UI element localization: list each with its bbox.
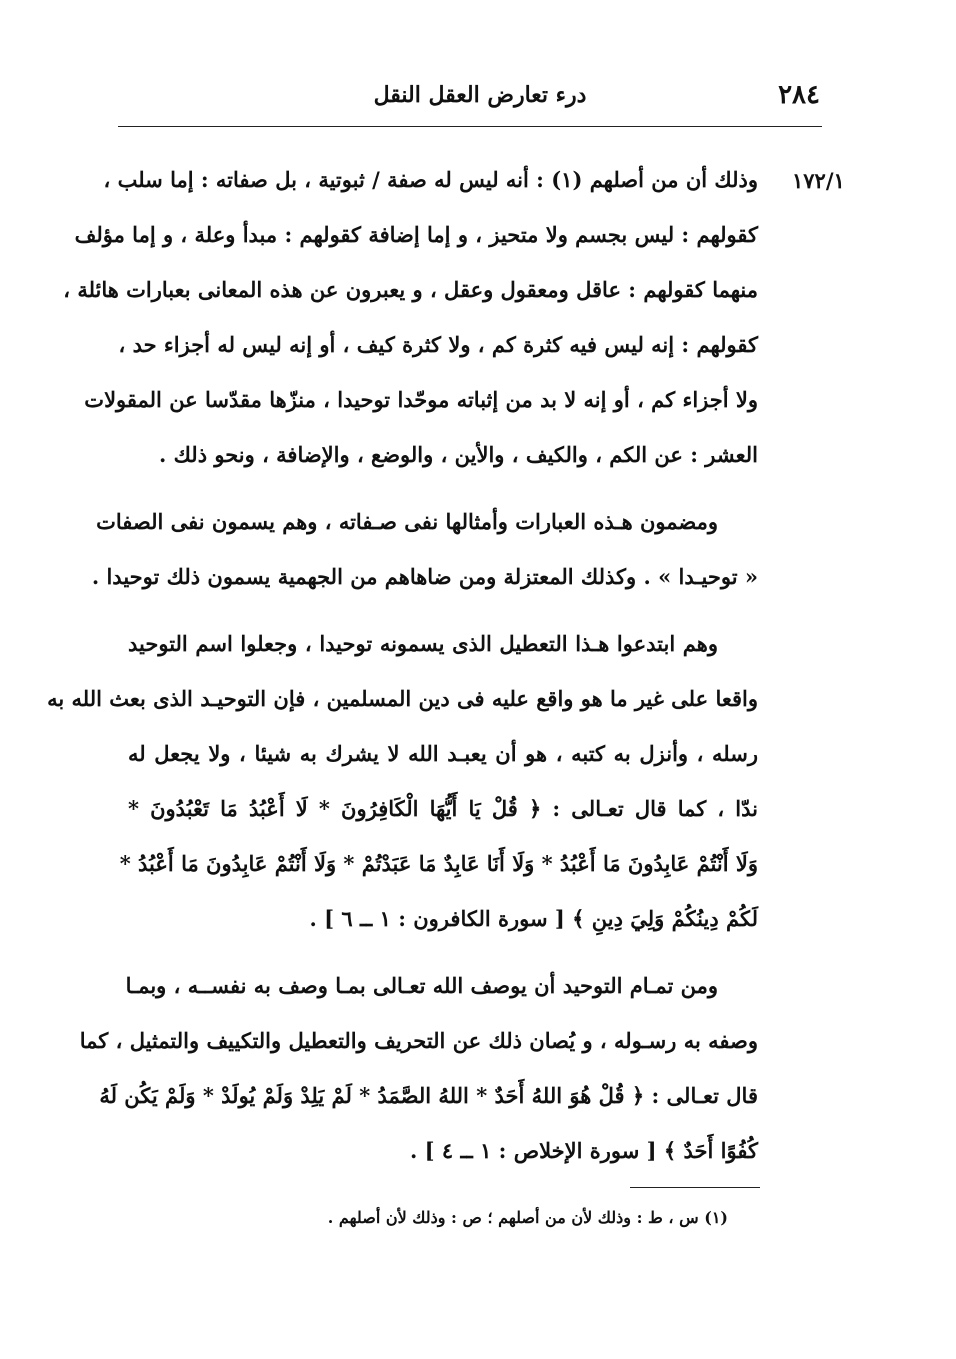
text-line: « توحيـدا » . وكذلك المعتزلة ومن ضاهاهم من الجهمية يسمون ذلك توحيدا . [91,564,758,589]
paragraph [47,616,758,946]
text-line: لَكُمْ دِينُكُمْ وَلِيَ دِينِ ﴾ [ سورة الكافرون : ١ ــ ٦ ] . [309,906,758,931]
text-line: كقولهم : إنه ليس فيه كثرة كم ، ولا كثرة كيف ، أو إنه ليس له أجزاء حد ، [118,332,758,357]
text-line: وذلك أن من أصلهم (١) : أنه ليس له صفة / ثبوتية ، بل صفاته : إما سلب ، [103,167,758,192]
footnote-divider [630,1187,760,1188]
text-line: وهم ابتدعوا هـذا التعطيل الذى يسمونه توحيدا ، وجعلوا اسم التوحيد [128,631,718,656]
text-line: ندّا ، كما قال تعـالى : ﴿ قُلْ يَا أَيُّهَا الْكَافِرُونَ * لَا أَعْبُدُ مَا تَعْبُدُونَ * [128,796,758,821]
text-line: منهما كقولهم : عاقل ومعقول وعقل ، و يعبرون عن هذه المعانى بعبارات هائلة ، [63,277,758,302]
footnote: (١) س ، ط : وذلك لأن من أصلهم ؛ ص : وذلك لأن أصلهم . [327,1208,728,1227]
page-number: ٢٨٤ [778,80,820,110]
margin-reference: ١٧٢/١ [792,168,845,193]
text-line: وصفه به رسـوله ، و يُصان ذلك عن التحريف والتعطيل والتكييف والتمثيل ، كما [79,1028,758,1053]
text-line: ولا أجزاء كم ، أو إنه لا بد من إثباته موحّدا توحيدا ، منزّها مقدّسا عن المقولات [84,387,758,412]
text-line: ومن تمـام التوحيد أن يوصف الله تعـالى بمـا وصف به نفســه ، وبمـا [125,973,718,998]
text-line: كقولهم : ليس بجسم ولا متحيز ، و إما إضافة كقولهم : مبدأ وعلة ، و إما مؤلف [74,222,758,247]
paragraph [63,152,758,482]
text-line: وَلَا أَنْتُمْ عَابِدُونَ مَا أَعْبُدُ * وَلَا أَنَا عَابِدٌ مَا عَبَدْتُمْ * وَلَا أَنْتُمْ عَابِدُونَ مَا أَعْبُدُ * [119,851,758,876]
text-line: قال تعـالى : ﴿ قُلْ هُوَ اللهُ أَحَدٌ * اللهُ الصَّمَدُ * لَمْ يَلِدْ وَلَمْ يُولَدْ * وَلَمْ يَكُن لَهُ [99,1083,758,1108]
running-title: درء تعارض العقل النقل [373,82,587,108]
text-line: واقعا على غير ما هو واقع عليه فى دين المسلمين ، فإن التوحيـد الذى بعث الله به [47,686,758,711]
body-text [47,152,758,1190]
text-line: ومضمون هـذه العبارات وأمثالها نفى صـفاته ، وهم يسمون نفى الصفات [96,509,718,534]
text-line: رسله ، وأنزل به كتبه ، هو أن يعبـد الله لا يشرك به شيئا ، ولا يجعل له [128,741,758,766]
page-header [120,80,820,116]
text-line: العشر : عن الكم ، والكيف ، والأين ، والوضع ، والإضافة ، ونحو ذلك . [158,442,758,467]
paragraph [91,494,758,604]
paragraph [79,958,758,1178]
header-divider [118,126,822,127]
text-line: كُفُوًا أَحَدٌ ﴾ [ سورة الإخلاص : ١ ــ ٤ ] . [410,1138,758,1163]
